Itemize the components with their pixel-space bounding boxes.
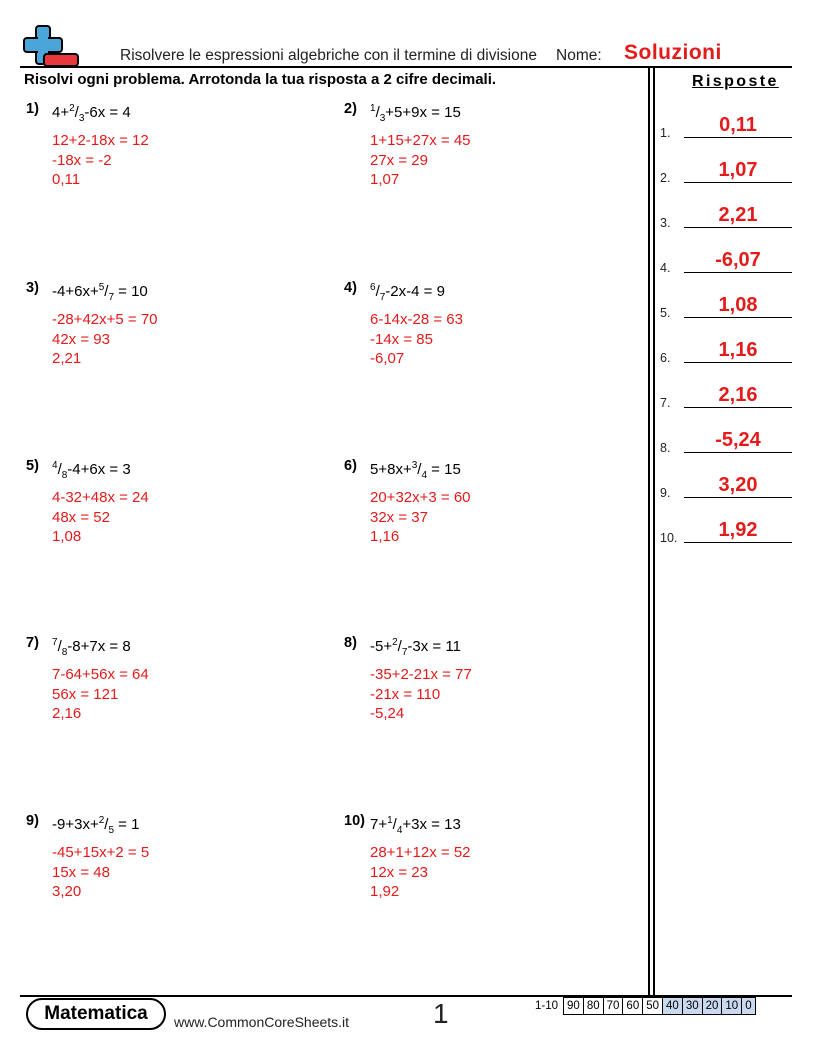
- equation-text: /: [375, 104, 380, 121]
- answer-value: 2,21: [718, 204, 758, 226]
- equation-text: -6x = 4: [84, 104, 131, 121]
- answers-heading: Risposte: [692, 73, 779, 90]
- score-cell: 60: [623, 998, 643, 1015]
- fraction-numerator: 2: [69, 103, 75, 114]
- problem-number: 1): [26, 101, 39, 117]
- answer-number: 2.: [660, 171, 671, 185]
- site-url: www.CommonCoreSheets.it: [174, 1014, 350, 1030]
- solution-step: -14x = 85: [370, 330, 433, 348]
- problem-number: 9): [26, 813, 39, 829]
- answer-value: 3,20: [718, 474, 758, 496]
- equation-text: = 15: [427, 461, 461, 478]
- score-cell: 0: [742, 998, 755, 1015]
- answer-number: 1.: [660, 126, 671, 140]
- equation-text: -5+: [370, 638, 393, 655]
- solution-step: 42x = 93: [52, 330, 110, 348]
- problem-number: 2): [344, 101, 357, 117]
- solution-step: 4-32+48x = 24: [52, 489, 149, 506]
- equation-text: -4+6x = 3: [67, 461, 131, 478]
- problem-number: 3): [26, 280, 39, 296]
- problem-equation: [370, 282, 445, 303]
- fraction-denominator: 3: [379, 113, 386, 124]
- problem-equation: [370, 460, 461, 481]
- fraction-numerator: 7: [52, 637, 58, 648]
- solution-step: 2,21: [52, 350, 82, 367]
- problem-equation: [52, 282, 148, 303]
- score-cell: 10: [722, 998, 742, 1015]
- answer-value: 1,16: [718, 339, 758, 361]
- solution-step: -21x = 110: [370, 685, 441, 703]
- solution-step: 1,08: [52, 528, 82, 545]
- answer-value: 2,16: [718, 384, 758, 406]
- equation-text: /: [57, 461, 62, 478]
- answer-number: 3.: [660, 216, 671, 230]
- solution-step: 1,07: [370, 171, 400, 188]
- answer-row-1: [660, 110, 792, 140]
- problem-number: 5): [26, 458, 39, 474]
- score-cell: 20: [702, 998, 722, 1015]
- answer-value: -5,24: [715, 429, 761, 451]
- equation-text: /: [417, 461, 422, 478]
- fraction-denominator: 8: [61, 647, 68, 658]
- fraction-numerator: 3: [411, 460, 418, 471]
- equation-text: /: [74, 104, 79, 121]
- name-value: Soluzioni: [624, 41, 722, 64]
- fraction-denominator: 7: [401, 647, 408, 658]
- solution-steps: [52, 488, 149, 547]
- answer-row-7: [660, 380, 792, 410]
- score-cell: 30: [682, 998, 702, 1015]
- answer-value: 1,08: [718, 294, 758, 316]
- problem-number: 4): [344, 280, 357, 296]
- solution-steps: [370, 665, 472, 724]
- instructions: Risolvi ogni problema. Arrotonda la tua risposta a 2 cifre decimali.: [24, 71, 497, 88]
- brand-badge: Matematica: [26, 998, 166, 1030]
- answer-row-3: [660, 200, 792, 230]
- answer-row-2: [660, 155, 792, 185]
- fraction-denominator: 7: [108, 292, 114, 303]
- fraction-denominator: 3: [78, 113, 85, 124]
- solution-step: 32x = 37: [370, 508, 428, 526]
- solution-step: -18x = -2: [52, 151, 112, 169]
- answer-row-8: [660, 425, 792, 455]
- fraction-numerator: 2: [98, 815, 105, 826]
- score-table: [532, 997, 756, 1015]
- column-divider-right: [653, 68, 655, 996]
- solution-step: 56x = 121: [52, 685, 119, 703]
- equation-text: /: [375, 283, 380, 300]
- equation-text: 4+: [52, 104, 70, 121]
- solution-step: 1,16: [370, 528, 400, 545]
- equation-text: -2x-4 = 9: [385, 283, 445, 300]
- solution-steps: [52, 131, 149, 190]
- answer-value: 1,92: [718, 519, 758, 541]
- equation-text: +5+9x = 15: [385, 104, 461, 121]
- problem-equation: [370, 637, 461, 658]
- problem-equation: [370, 103, 461, 124]
- fraction-numerator: 6: [370, 282, 376, 293]
- equation-text: /: [104, 283, 109, 300]
- solution-steps: [370, 310, 463, 369]
- score-row: [532, 998, 755, 1015]
- solution-steps: [370, 131, 471, 190]
- answer-row-6: [660, 335, 792, 365]
- solution-step: 0,11: [52, 171, 81, 188]
- answer-number: 7.: [660, 396, 671, 410]
- fraction-numerator: 1: [387, 815, 393, 826]
- score-cell: 50: [643, 998, 663, 1015]
- equation-text: -9+3x+: [52, 816, 99, 833]
- plus-minus-logo-icon: [22, 24, 80, 68]
- solution-step: 7-64+56x = 64: [52, 666, 149, 683]
- page-number: 1: [433, 998, 449, 1029]
- solution-step: 6-14x-28 = 63: [370, 311, 463, 328]
- score-cell: 70: [603, 998, 623, 1015]
- answer-number: 9.: [660, 486, 671, 500]
- answer-number: 4.: [660, 261, 671, 275]
- fraction-denominator: 8: [61, 470, 68, 481]
- problem-number: 7): [26, 635, 39, 651]
- fraction-denominator: 4: [421, 470, 428, 481]
- equation-text: +3x = 13: [402, 816, 461, 833]
- problem-number: 10): [344, 813, 365, 829]
- solution-step: -6,07: [370, 350, 405, 367]
- score-cell: 80: [583, 998, 603, 1015]
- solution-steps: [52, 310, 158, 369]
- solution-step: 27x = 29: [370, 151, 428, 169]
- answer-value: -6,07: [715, 249, 761, 271]
- equation-text: = 10: [114, 283, 148, 300]
- answer-number: 10.: [660, 531, 678, 545]
- equation-text: 7+: [370, 816, 388, 833]
- answer-number: 5.: [660, 306, 671, 320]
- solution-steps: [52, 843, 149, 902]
- equation-text: -8+7x = 8: [67, 638, 131, 655]
- solution-step: -5,24: [370, 705, 405, 722]
- equation-text: /: [392, 816, 397, 833]
- header-divider: [20, 66, 792, 68]
- worksheet-title: Risolvere le espressioni algebriche con il termine di divisione: [120, 47, 537, 64]
- column-divider-left: [648, 68, 650, 996]
- solution-step: 3,20: [52, 883, 82, 900]
- equation-text: /: [57, 638, 62, 655]
- problem-equation: [52, 637, 131, 658]
- solution-step: 48x = 52: [52, 508, 110, 526]
- problem-number: 6): [344, 458, 357, 474]
- answer-number: 8.: [660, 441, 671, 455]
- fraction-numerator: 4: [52, 460, 58, 471]
- fraction-denominator: 7: [379, 292, 386, 303]
- solution-steps: [370, 843, 471, 902]
- solution-step: 20+32x+3 = 60: [370, 489, 471, 506]
- answer-value: 0,11: [719, 114, 757, 136]
- fraction-numerator: 5: [98, 282, 105, 293]
- solution-step: -28+42x+5 = 70: [52, 311, 158, 328]
- solution-steps: [370, 488, 471, 547]
- problem-number: 8): [344, 635, 357, 651]
- problem-equation: [52, 815, 139, 836]
- equation-text: 5+8x+: [370, 461, 412, 478]
- answer-number: 6.: [660, 351, 671, 365]
- equation-text: -4+6x+: [52, 283, 99, 300]
- solution-step: 1,92: [370, 883, 400, 900]
- score-label: 1-10: [535, 1000, 559, 1012]
- answer-row-4: [660, 245, 792, 275]
- solution-step: 12+2-18x = 12: [52, 132, 149, 149]
- answer-value: 1,07: [718, 159, 758, 181]
- equation-text: /: [104, 816, 109, 833]
- answer-row-5: [660, 290, 792, 320]
- solution-step: 12x = 23: [370, 863, 428, 881]
- problem-equation: [52, 103, 131, 124]
- problem-equation: [370, 815, 461, 836]
- problem-equation: [52, 460, 131, 481]
- solution-step: 28+1+12x = 52: [370, 844, 471, 861]
- fraction-denominator: 5: [108, 825, 114, 836]
- solution-step: 15x = 48: [52, 863, 110, 881]
- fraction-numerator: 1: [370, 103, 376, 114]
- equation-text: /: [397, 638, 402, 655]
- solution-step: 1+15+27x = 45: [370, 132, 471, 149]
- fraction-denominator: 4: [396, 825, 403, 836]
- score-cell: 40: [663, 998, 683, 1015]
- solution-step: -45+15x+2 = 5: [52, 844, 150, 861]
- score-cell: 90: [564, 998, 584, 1015]
- answer-row-10: [660, 515, 792, 545]
- solution-step: -35+2-21x = 77: [370, 666, 472, 683]
- solution-step: 2,16: [52, 705, 82, 722]
- equation-text: = 1: [114, 816, 140, 833]
- solution-steps: [52, 665, 149, 724]
- equation-text: -3x = 11: [407, 638, 461, 655]
- answer-row-9: [660, 470, 792, 500]
- fraction-numerator: 2: [392, 637, 398, 648]
- name-label: Nome:: [556, 47, 602, 64]
